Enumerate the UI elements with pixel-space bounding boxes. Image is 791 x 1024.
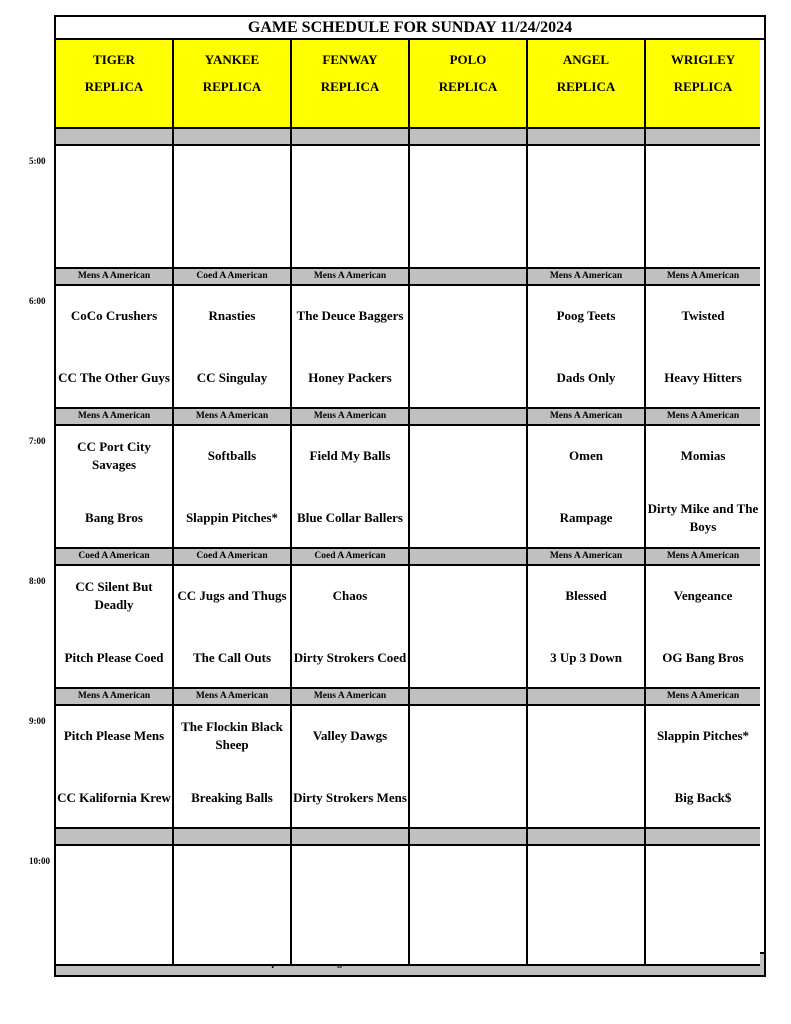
division-band [410, 129, 528, 146]
game-cell [646, 146, 760, 269]
away-team [56, 296, 172, 336]
away-team [410, 716, 526, 756]
away-team [646, 156, 760, 196]
home-team-name: Blue Collar Ballers [297, 510, 403, 525]
home-team [56, 218, 172, 258]
home-team-name: The Call Outs [192, 650, 271, 665]
schedule-grid [54, 15, 766, 977]
away-team [646, 436, 760, 476]
division-band [410, 409, 528, 426]
home-team-name: Heavy Hitters [664, 370, 742, 385]
field-type: REPLICA [438, 79, 498, 94]
field-header-wrigley [646, 40, 760, 129]
away-team-name: Pitch Please Mens [63, 728, 165, 743]
game-cell [410, 286, 528, 409]
away-team-name: The Deuce Baggers [296, 308, 404, 323]
game-cell [56, 286, 174, 409]
division-band [292, 129, 410, 146]
home-team [528, 918, 644, 958]
home-team [646, 638, 760, 678]
home-team [56, 918, 172, 958]
home-team [56, 638, 172, 678]
time-label: 9:00 [29, 716, 46, 726]
away-team-name: Blessed [565, 588, 607, 603]
time-label: 10:00 [29, 856, 50, 866]
game-cell [528, 706, 646, 829]
home-team-name: CC Singulay [196, 370, 268, 385]
home-team-name: Dirty Strokers Mens [293, 790, 407, 805]
field-header-angel [528, 40, 646, 129]
home-team [646, 218, 760, 258]
home-team-name: Pitch Please Coed [64, 650, 164, 665]
home-team [410, 918, 526, 958]
field-header-fenway [292, 40, 410, 129]
home-team-name: Dirty Mike and The Boys [647, 501, 759, 534]
home-team-name: 3 Up 3 Down [550, 650, 622, 665]
away-team-name: Poog Teets [556, 308, 616, 323]
division-band: Mens A American [56, 689, 174, 706]
field-name: WRIGLEY [670, 52, 736, 67]
game-cell [56, 426, 174, 549]
away-team [410, 296, 526, 336]
division-band [528, 689, 646, 706]
game-cell [528, 566, 646, 689]
field-name: YANKEE [204, 52, 260, 67]
away-team-name: Momias [680, 448, 726, 463]
game-cell [174, 706, 292, 829]
division-band [410, 549, 528, 566]
away-team [528, 576, 644, 616]
division-band: Mens A American [56, 269, 174, 286]
away-team [528, 156, 644, 196]
game-cell [292, 706, 410, 829]
division-band: Coed A American [56, 549, 174, 566]
division-band: Mens A American [528, 549, 646, 566]
field-header-tiger [56, 40, 174, 129]
home-team [292, 218, 408, 258]
away-team-name: Twisted [681, 308, 725, 323]
away-team-name: Field My Balls [309, 448, 391, 463]
game-cell [56, 146, 174, 269]
away-team-name: Vengeance [673, 588, 733, 603]
away-team [292, 156, 408, 196]
home-team-name: CC The Other Guys [58, 370, 170, 385]
away-team [56, 576, 172, 616]
away-team [528, 716, 644, 756]
division-band: Mens A American [646, 689, 760, 706]
home-team-name: OG Bang Bros [662, 650, 744, 665]
field-type: REPLICA [320, 79, 380, 94]
away-team [646, 576, 760, 616]
away-team [174, 716, 290, 756]
game-cell [292, 146, 410, 269]
home-team [410, 358, 526, 398]
home-team-name: Honey Packers [308, 370, 392, 385]
division-band: Coed A American [174, 549, 292, 566]
field-type: REPLICA [556, 79, 616, 94]
game-cell [646, 566, 760, 689]
away-team-name: Rnasties [208, 308, 256, 323]
time-label: 8:00 [29, 576, 46, 586]
division-band: Mens A American [528, 409, 646, 426]
away-team-name: Slappin Pitches* [656, 728, 750, 743]
away-team-name: CC Silent But Deadly [75, 579, 153, 612]
time-label: 5:00 [29, 156, 46, 166]
game-cell [410, 846, 528, 966]
home-team [646, 498, 760, 538]
away-team [410, 156, 526, 196]
away-team [56, 436, 172, 476]
home-team [528, 358, 644, 398]
game-cell [292, 846, 410, 966]
game-cell [174, 146, 292, 269]
away-team [528, 296, 644, 336]
home-team [528, 638, 644, 678]
home-team [56, 778, 172, 818]
game-cell [528, 286, 646, 409]
home-team [646, 358, 760, 398]
division-band [646, 829, 760, 846]
home-team [646, 918, 760, 958]
away-team [174, 576, 290, 616]
away-team [292, 576, 408, 616]
home-team-name: Breaking Balls [191, 790, 273, 805]
field-name: FENWAY [322, 52, 378, 67]
away-team [292, 856, 408, 896]
time-label: 7:00 [29, 436, 46, 446]
away-team [646, 856, 760, 896]
away-team-name: Omen [569, 448, 603, 463]
away-team-name: The Flockin Black Sheep [181, 719, 283, 752]
game-cell [410, 426, 528, 549]
home-team [174, 358, 290, 398]
division-band: Coed A American [292, 549, 410, 566]
home-team [292, 918, 408, 958]
field-name: POLO [449, 52, 487, 67]
field-type: REPLICA [202, 79, 262, 94]
home-team [56, 498, 172, 538]
field-header-polo [410, 40, 528, 129]
game-cell [646, 846, 760, 966]
home-team [292, 778, 408, 818]
division-band [56, 129, 174, 146]
game-cell [56, 846, 174, 966]
game-cell [56, 706, 174, 829]
game-cell [410, 706, 528, 829]
home-team [410, 218, 526, 258]
division-band [292, 829, 410, 846]
division-band: Mens A American [174, 689, 292, 706]
division-band [174, 829, 292, 846]
home-team-name: Big Back$ [674, 790, 732, 805]
division-band [646, 129, 760, 146]
division-band [410, 269, 528, 286]
home-team [646, 778, 760, 818]
away-team [528, 436, 644, 476]
game-cell [292, 286, 410, 409]
division-band [410, 689, 528, 706]
field-header-yankee [174, 40, 292, 129]
home-team [174, 918, 290, 958]
away-team-name: CC Port City Savages [77, 439, 151, 472]
home-team [174, 778, 290, 818]
home-team-name: Bang Bros [85, 510, 143, 525]
field-name: TIGER [93, 52, 135, 67]
home-team [292, 358, 408, 398]
game-cell [174, 846, 292, 966]
division-band: Mens A American [646, 269, 760, 286]
away-team [56, 156, 172, 196]
game-cell [410, 146, 528, 269]
division-band: Mens A American [528, 269, 646, 286]
home-team [174, 498, 290, 538]
away-team [528, 856, 644, 896]
away-team [292, 296, 408, 336]
away-team-name: CC Jugs and Thugs [177, 588, 287, 603]
home-team [292, 638, 408, 678]
game-cell [410, 566, 528, 689]
away-team [174, 856, 290, 896]
home-team [528, 218, 644, 258]
division-band [56, 829, 174, 846]
home-team-name: Rampage [559, 510, 613, 525]
division-band [528, 829, 646, 846]
home-team [56, 358, 172, 398]
home-team [174, 218, 290, 258]
game-cell [174, 566, 292, 689]
home-team [292, 498, 408, 538]
away-team-name: Softballs [207, 448, 257, 463]
division-band: Mens A American [174, 409, 292, 426]
away-team [292, 716, 408, 756]
game-cell [528, 146, 646, 269]
away-team [56, 716, 172, 756]
home-team [410, 778, 526, 818]
field-type: REPLICA [673, 79, 733, 94]
away-team [56, 856, 172, 896]
schedule-title: GAME SCHEDULE FOR SUNDAY 11/24/2024 [56, 17, 764, 40]
game-cell [646, 286, 760, 409]
division-band: Mens A American [646, 549, 760, 566]
game-cell [56, 566, 174, 689]
game-cell [174, 286, 292, 409]
division-band: Mens A American [56, 409, 174, 426]
away-team-name: Valley Dawgs [312, 728, 388, 743]
division-band: Mens A American [292, 269, 410, 286]
game-cell [646, 426, 760, 549]
division-band: Mens A American [292, 689, 410, 706]
home-team-name: Dads Only [556, 370, 616, 385]
division-band [174, 129, 292, 146]
game-cell [528, 846, 646, 966]
game-cell [646, 706, 760, 829]
division-band: Coed A American [174, 269, 292, 286]
home-team [410, 638, 526, 678]
away-team [410, 576, 526, 616]
away-team [410, 856, 526, 896]
division-band [410, 829, 528, 846]
home-team [410, 498, 526, 538]
home-team [528, 778, 644, 818]
away-team [646, 296, 760, 336]
field-type: REPLICA [84, 79, 144, 94]
away-team [174, 156, 290, 196]
home-team [528, 498, 644, 538]
away-team [292, 436, 408, 476]
field-name: ANGEL [562, 52, 610, 67]
home-team [174, 638, 290, 678]
game-cell [528, 426, 646, 549]
away-team [174, 296, 290, 336]
away-team [646, 716, 760, 756]
away-team-name: CoCo Crushers [70, 308, 158, 323]
away-team-name: Chaos [332, 588, 368, 603]
game-cell [174, 426, 292, 549]
game-cell [292, 566, 410, 689]
home-team-name: Dirty Strokers Coed [293, 650, 407, 665]
home-team-name: Slappin Pitches* [185, 510, 279, 525]
home-team-name: CC Kalifornia Krew [57, 790, 171, 805]
game-cell [292, 426, 410, 549]
division-band: Mens A American [292, 409, 410, 426]
time-label: 6:00 [29, 296, 46, 306]
division-band: Mens A American [646, 409, 760, 426]
away-team [174, 436, 290, 476]
division-band [528, 129, 646, 146]
away-team [410, 436, 526, 476]
